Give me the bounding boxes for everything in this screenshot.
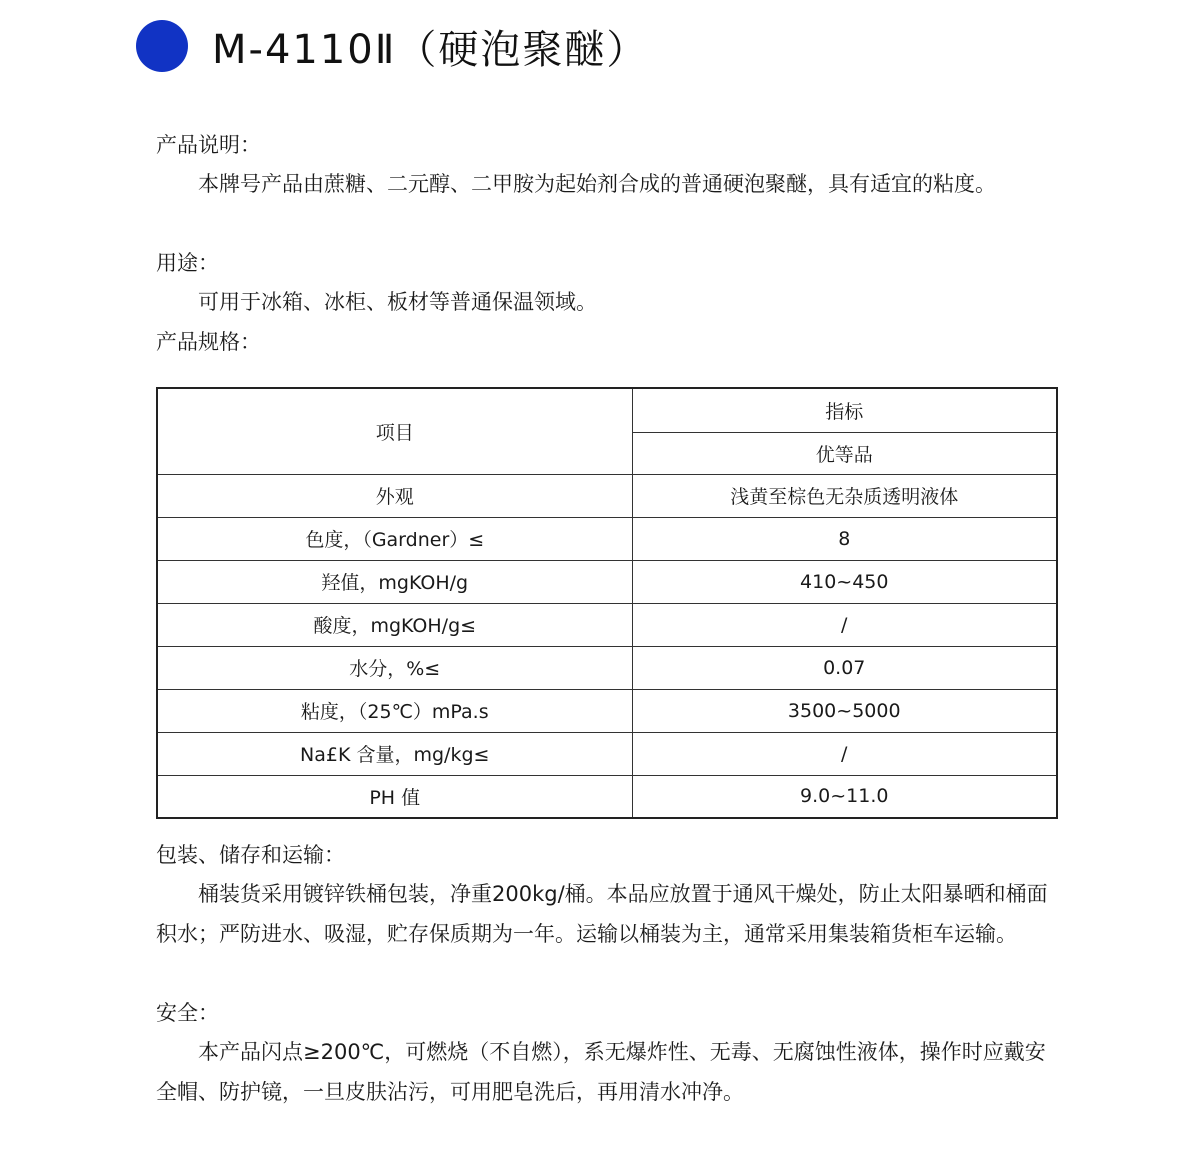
title-row — [136, 20, 648, 72]
table-row — [157, 560, 1057, 603]
spec-item-cell: 粘度，（25℃）mPa.s — [157, 689, 632, 732]
packaging-label: 包装、储存和运输： — [156, 843, 345, 867]
header-item-cell: 项目 — [157, 388, 632, 474]
spec-item-cell: 酸度，mgKOH/g≤ — [157, 603, 632, 646]
description-label: 产品说明： — [156, 133, 261, 157]
table-row — [157, 603, 1057, 646]
table-row — [157, 732, 1057, 775]
usage-label: 用途： — [156, 251, 219, 275]
table-row — [157, 474, 1057, 517]
table-row — [157, 689, 1057, 732]
header-grade-cell: 优等品 — [632, 432, 1057, 474]
spec-item-cell: 外观 — [157, 474, 632, 517]
header-index-cell: 指标 — [632, 388, 1057, 432]
spec-label: 产品规格： — [156, 330, 261, 354]
packaging-text: 桶装货采用镀锌铁桶包装，净重200kg/桶。本品应放置于通风干燥处，防止太阳暴晒和桶面积水；严防进水、吸湿，贮存保质期为一年。运输以桶装为主，通常采用集装箱货柜车运输。 — [156, 882, 1048, 946]
table-row — [157, 517, 1057, 560]
spec-item-cell: 羟值，mgKOH/g — [157, 560, 632, 603]
spec-value-cell: 8 — [632, 517, 1057, 560]
usage-text: 可用于冰箱、冰柜、板材等普通保温领域。 — [198, 290, 597, 314]
spec-value-cell: 9.0~11.0 — [632, 775, 1057, 818]
safety-label: 安全： — [156, 1001, 219, 1025]
spec-value-cell: 0.07 — [632, 646, 1057, 689]
safety-text: 本产品闪点≥200℃，可燃烧（不自燃），系无爆炸性、无毒、无腐蚀性液体，操作时应戴安全帽、防护镜，一旦皮肤沾污，可用肥皂洗后，再用清水冲净。 — [156, 1040, 1046, 1104]
spec-value-cell: / — [632, 732, 1057, 775]
spec-item-cell: 色度，（Gardner）≤ — [157, 517, 632, 560]
table-header-row — [157, 388, 1057, 432]
spec-value-cell: / — [632, 603, 1057, 646]
table-row — [157, 775, 1057, 818]
spec-item-cell: 水分，%≤ — [157, 646, 632, 689]
spec-item-cell: PH 值 — [157, 775, 632, 818]
blue-dot-icon — [136, 20, 188, 72]
description-text: 本牌号产品由蔗糖、二元醇、二甲胺为起始剂合成的普通硬泡聚醚，具有适宜的粘度。 — [198, 172, 996, 196]
spec-table — [156, 387, 1058, 819]
table-row — [157, 646, 1057, 689]
spec-value-cell: 3500~5000 — [632, 689, 1057, 732]
page-title: M-4110Ⅱ（硬泡聚醚） — [212, 26, 649, 73]
spec-item-cell: Na£K 含量，mg/kg≤ — [157, 732, 632, 775]
spec-value-cell: 浅黄至棕色无杂质透明液体 — [632, 474, 1057, 517]
spec-value-cell: 410~450 — [632, 560, 1057, 603]
